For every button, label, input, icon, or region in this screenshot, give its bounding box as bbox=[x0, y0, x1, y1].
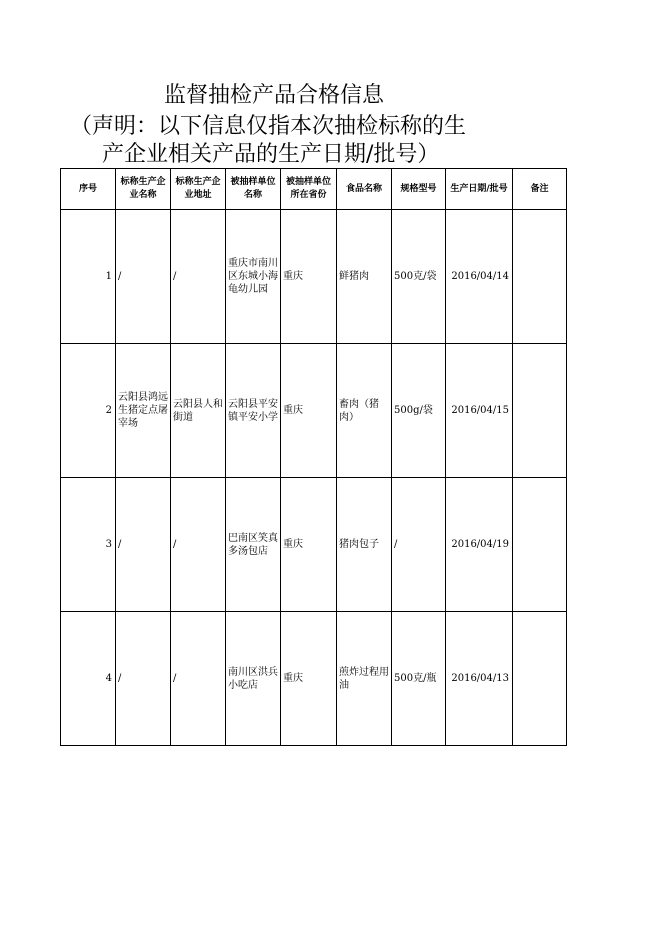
header-date: 生产日期/批号 bbox=[446, 169, 513, 210]
cell-address: / bbox=[171, 210, 226, 344]
cell-food: 畜肉（猪肉） bbox=[337, 344, 392, 478]
cell-food: 猪肉包子 bbox=[337, 478, 392, 612]
header-sampled-unit: 被抽样单位名称 bbox=[226, 169, 281, 210]
header-food: 食品名称 bbox=[337, 169, 392, 210]
cell-spec: 500克/袋 bbox=[392, 210, 446, 344]
cell-date: 2016/04/15 bbox=[446, 344, 513, 478]
header-note: 备注 bbox=[513, 169, 567, 210]
cell-sampled-unit: 巴南区笑真多汤包店 bbox=[226, 478, 281, 612]
inspection-table bbox=[60, 168, 567, 746]
cell-producer: / bbox=[116, 612, 171, 746]
cell-date: 2016/04/19 bbox=[446, 478, 513, 612]
title-line-2: （声明：以下信息仅指本次抽检标称的生 bbox=[70, 114, 467, 139]
cell-producer: 云阳县鸿远生猪定点屠宰场 bbox=[116, 344, 171, 478]
cell-note bbox=[513, 478, 567, 612]
cell-province: 重庆 bbox=[281, 344, 337, 478]
header-spec: 规格型号 bbox=[392, 169, 446, 210]
cell-province: 重庆 bbox=[281, 210, 337, 344]
cell-address: / bbox=[171, 478, 226, 612]
cell-province: 重庆 bbox=[281, 612, 337, 746]
cell-food: 煎炸过程用油 bbox=[337, 612, 392, 746]
table-row bbox=[61, 478, 567, 612]
header-address: 标称生产企业地址 bbox=[171, 169, 226, 210]
cell-no: 1 bbox=[61, 210, 116, 344]
cell-sampled-unit: 重庆市南川区东城小海龟幼儿园 bbox=[226, 210, 281, 344]
cell-producer: / bbox=[116, 478, 171, 612]
cell-spec: 500克/瓶 bbox=[392, 612, 446, 746]
cell-spec: 500g/袋 bbox=[392, 344, 446, 478]
cell-no: 2 bbox=[61, 344, 116, 478]
cell-note bbox=[513, 210, 567, 344]
cell-sampled-unit: 云阳县平安镇平安小学 bbox=[226, 344, 281, 478]
title-line-1: 监督抽检产品合格信息 bbox=[164, 83, 385, 108]
cell-producer: / bbox=[116, 210, 171, 344]
cell-food: 鲜猪肉 bbox=[337, 210, 392, 344]
title-line-3: 产企业相关产品的生产日期/批号） bbox=[102, 142, 440, 167]
header-producer: 标称生产企业名称 bbox=[116, 169, 171, 210]
header-row bbox=[61, 169, 567, 210]
cell-address: / bbox=[171, 612, 226, 746]
table-row bbox=[61, 344, 567, 478]
cell-province: 重庆 bbox=[281, 478, 337, 612]
cell-date: 2016/04/13 bbox=[446, 612, 513, 746]
table-row bbox=[61, 210, 567, 344]
cell-address: 云阳县人和街道 bbox=[171, 344, 226, 478]
cell-sampled-unit: 南川区洪兵小吃店 bbox=[226, 612, 281, 746]
cell-no: 3 bbox=[61, 478, 116, 612]
header-no: 序号 bbox=[61, 169, 116, 210]
cell-note bbox=[513, 612, 567, 746]
cell-note bbox=[513, 344, 567, 478]
table-row bbox=[61, 612, 567, 746]
cell-date: 2016/04/14 bbox=[446, 210, 513, 344]
header-province: 被抽样单位所在省份 bbox=[281, 169, 337, 210]
cell-spec: / bbox=[392, 478, 446, 612]
cell-no: 4 bbox=[61, 612, 116, 746]
